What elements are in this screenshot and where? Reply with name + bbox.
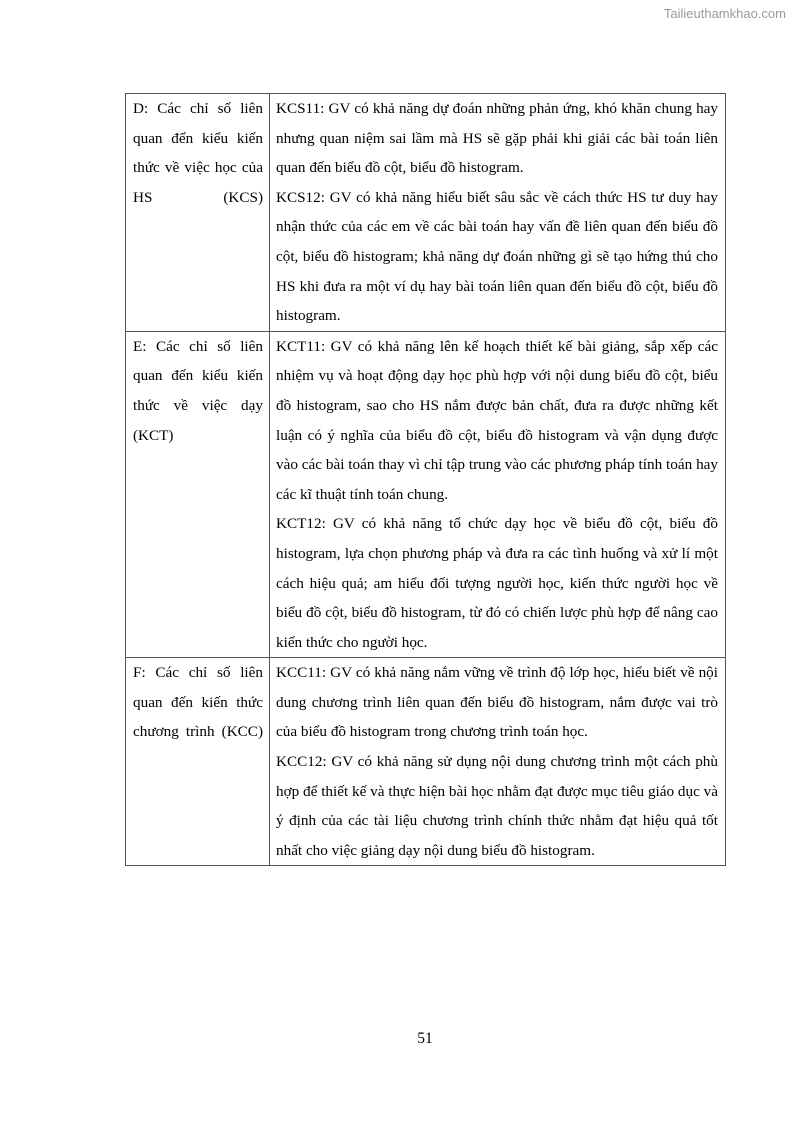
paragraph: KCT11: GV có khả năng lên kế hoạch thiết kế bài giảng, sắp xếp các nhiệm vụ và hoạt động dạy học phù hợp với nội dung biểu đồ cột, biểu đồ histogram, sao cho HS nắm được bản chất, đưa ra được những kết luận có ý nghĩa của biểu đồ cột, biểu đồ histogram và vận dụng được vào các bài toán thay vì chỉ tập trung vào các phương pháp tính toán hay các kĩ thuật tính toán chung. <box>276 337 718 503</box>
table-row <box>126 94 726 332</box>
paragraph: KCC12: GV có khả năng sử dụng nội dung chương trình một cách phù hợp để thiết kế và thực hiện bài học nhằm đạt được mục tiêu giáo dục và ý định của các tài liệu chương trình chính thức nhằm đạt hiệu quả tốt nhất cho việc giảng dạy nội dung biểu đồ histogram. <box>276 753 718 859</box>
paragraph: KCS11: GV có khả năng dự đoán những phản ứng, khó khăn chung hay nhưng quan niệm sai lầm mà HS sẽ gặp phải khi giải các bài toán liên quan đến biểu đồ cột, biểu đồ histogram. <box>276 100 718 177</box>
watermark: Tailieuthamkhao.com <box>663 6 786 21</box>
table-row <box>126 658 726 866</box>
paragraph: KCC11: GV có khả năng nắm vững về trình độ lớp học, hiểu biết về nội dung chương trình liên quan đến biểu đồ histogram, nắm được vai trò của biểu đồ histogram trong chương trình toán học. <box>276 664 718 741</box>
table-row <box>126 331 726 658</box>
row-description <box>270 658 726 866</box>
row-description <box>270 331 726 658</box>
row-label: F: Các chỉ số liên quan đến kiến thức chương trình (KCC) <box>126 658 270 866</box>
criteria-table <box>125 93 726 866</box>
page-number: 51 <box>417 1030 433 1047</box>
row-description <box>270 94 726 332</box>
row-label: E: Các chỉ số liên quan đến kiểu kiến thức về việc dạy (KCT) <box>126 331 270 658</box>
paragraph: KCS12: GV có khả năng hiểu biết sâu sắc về cách thức HS tư duy hay nhận thức của các em về các bài toán hay vấn đề liên quan đến biểu đồ cột, biểu đồ histogram; khả năng dự đoán những gì sẽ tạo hứng thú cho HS khi đưa ra một ví dụ hay bài toán liên quan đến biểu đồ cột, biểu đồ histogram. <box>276 188 718 325</box>
row-label: D: Các chỉ số liên quan đến kiểu kiến thức về việc học của HS (KCS) <box>126 94 270 332</box>
paragraph: KCT12: GV có khả năng tổ chức dạy học về biểu đồ cột, biểu đồ histogram, lựa chọn phương pháp và đưa ra các tình huống và xử lí một cách hiệu quả; am hiểu đối tượng người học, kiến thức người học về biểu đồ cột, biểu đồ histogram, từ đó có chiến lược phù hợp để nâng cao kiến thức cho người học. <box>276 515 718 651</box>
